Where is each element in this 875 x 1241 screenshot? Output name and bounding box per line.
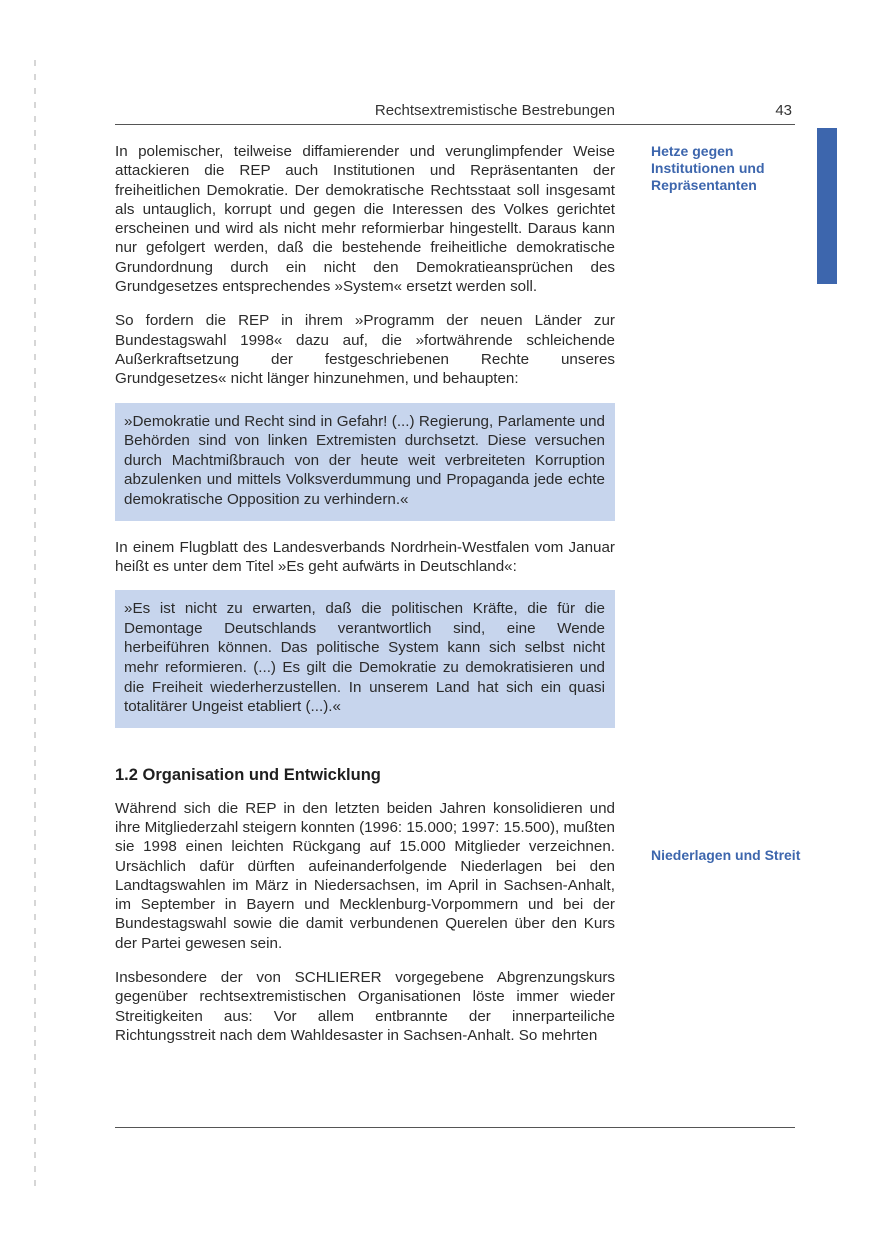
page-number: 43 (775, 102, 792, 119)
margin-note-niederlagen: Niederlagen und Streit (651, 847, 801, 863)
paragraph-2: So fordern die REP in ihrem »Programm der neuen Länder zur Bundestagswahl 1998« dazu auf, die »fortwährende schleichende Außerkraftsetzung der festgeschriebenen Rechte unseres Grundgesetzes« nicht länger hinzunehmen, und behaupten: (115, 312, 615, 388)
quote-box-2 (115, 590, 615, 728)
chapter-tab-marker (817, 128, 837, 284)
paragraph-3: In einem Flugblatt des Landesverbands Nordrhein-Westfalen vom Januar heißt es unter dem Titel »Es geht aufwärts in Deutschland«: (115, 538, 615, 575)
quote-text-2: »Es ist nicht zu erwarten, daß die politischen Kräfte, die für die Demontage Deutschlands verantwortlich sind, eine Wende herbeiführen können. Das politische System kann sich selbst nicht mehr reformieren. (...) Es gilt die Demokratie zu demokratisieren und die Freiheit wiederherzustellen. In unserem Land hat sich ein quasi totalitärer Ungeist etabliert (...).« (124, 600, 605, 716)
header-rule (115, 124, 795, 125)
binding-edge (34, 60, 36, 1190)
body-column (115, 142, 615, 1045)
paragraph-4: Während sich die REP in den letzten beiden Jahren konsolidieren und ihre Mitgliederzahl steigern konnten (1996: 15.000; 1997: 15.500), mußten sie 1998 einen leichten Rückgang auf 15.000 Mitglieder verzeichnen. Ursächlich dafür dürften aufeinanderfolgende Niederlagen bei den Landtagswahlen im März in Niedersachsen, im April in Sachsen-Anhalt, im September in Bayern und Mecklenburg-Vorpommern und bei der Bundestagswahl sowie die damit verbundenen Querelen über den Kurs der Partei gewesen sein. (115, 799, 615, 952)
margin-note-hetze: Hetze gegen Institutionen und Repräsentanten (651, 143, 765, 193)
paragraph-5: Insbesondere der von SCHLIERER vorgegebene Abgrenzungskurs gegenüber rechtsextremistischen Organisationen löste immer wieder Streitigkeiten aus: Vor allem entbrannte der innerparteiliche Richtungsstreit nach dem Wahldesaster in Sachsen-Anhalt. So mehrten (115, 969, 615, 1044)
quote-text-1: »Demokratie und Recht sind in Gefahr! (...) Regierung, Parlamente und Behörden sind von linken Extremisten durchsetzt. Diese versuchen durch Machtmißbrauch von der heute weit verbreiteten Korruption abzulenken und mittels Volksverdummung und Propaganda jede echte demokratische Opposition zu verhindern.« (124, 412, 605, 508)
paragraph-1: In polemischer, teilweise diffamierender und verunglimpfender Weise attackieren die REP auch Institutionen und Repräsentanten der freiheitlichen Demokratie. Der demokratische Rechtsstaat soll insgesamt als untauglich, korrupt und gegen die Interessen des Volkes gerichtet erscheinen und wird als nicht mehr reformierbar hingestellt. Daraus kann nur gefolgert werden, daß die bestehende freiheitliche demokratische Grundordnung durch ein nicht den Demokratieansprüchen des Grundgesetzes entsprechendes »System« ersetzt werden soll. (115, 143, 615, 296)
running-header: Rechtsextremistische Bestrebungen (374, 102, 615, 119)
footer-rule (115, 1127, 795, 1128)
quote-box-1 (115, 403, 615, 521)
section-heading: 1.2 Organisation und Entwicklung (115, 765, 381, 784)
